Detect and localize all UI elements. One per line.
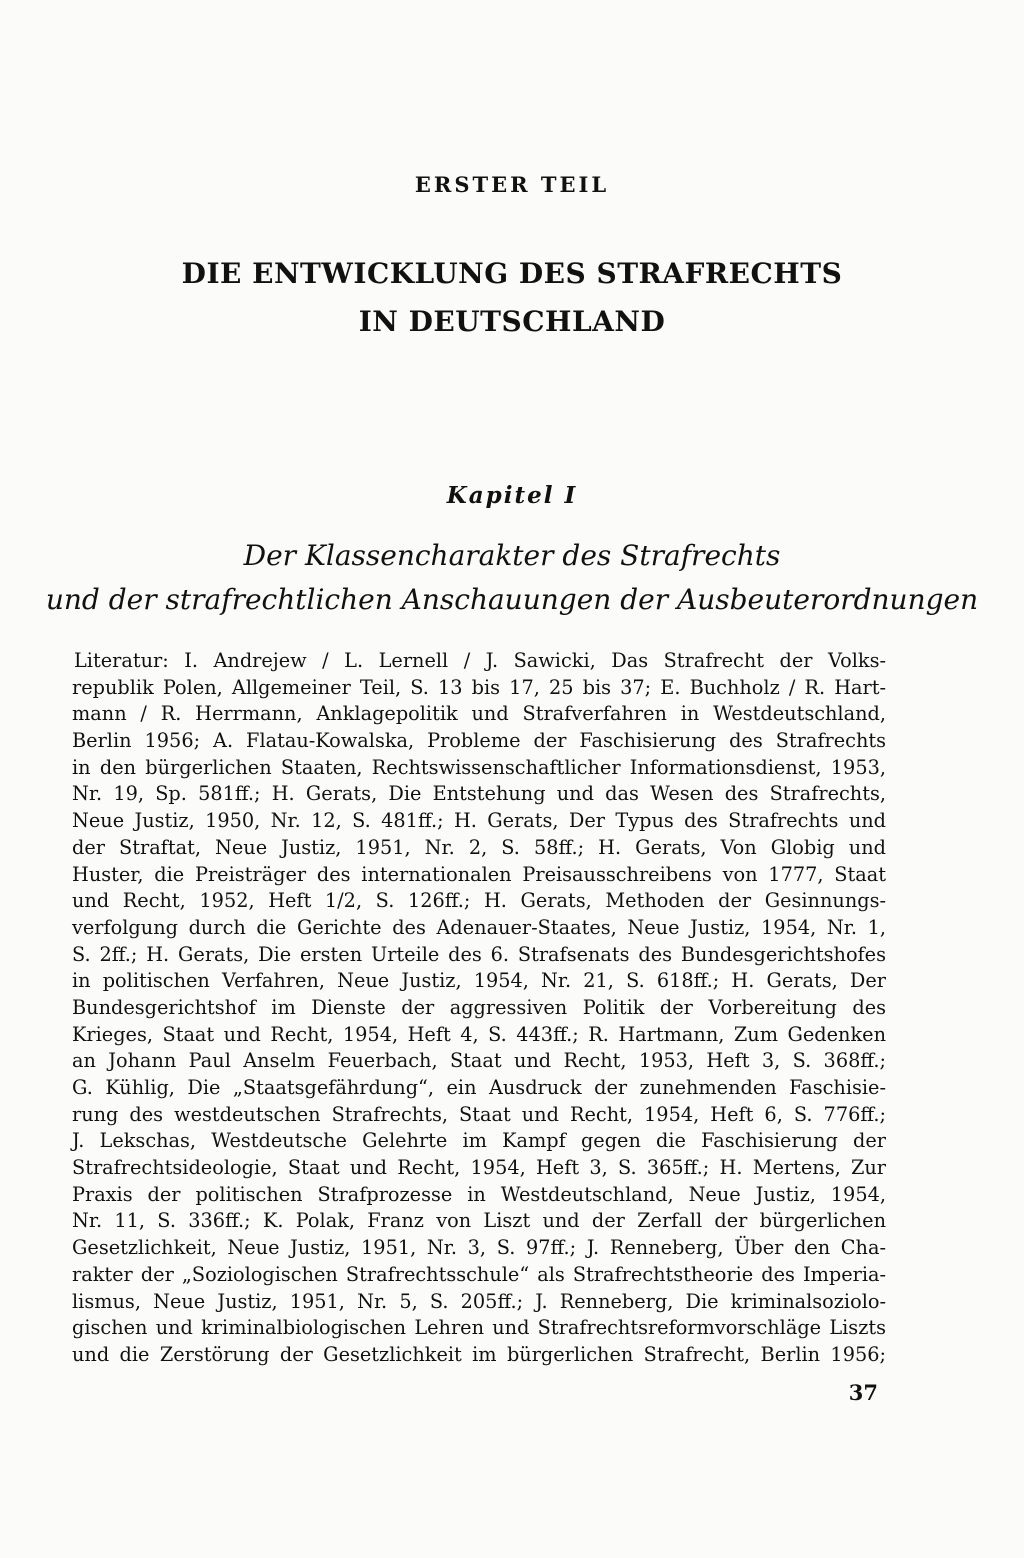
- literature-line: republik Polen, Allgemeiner Teil, S. 13 bis 17, 25 bis 37; E. Buchholz / R. Hart-: [72, 675, 886, 699]
- literature-line: verfolgung durch die Gerichte des Adenauer-Staates, Neue Justiz, 1954, Nr. 1,: [72, 915, 886, 939]
- chapter-title: [0, 534, 1024, 622]
- literature-line: lismus, Neue Justiz, 1951, Nr. 5, S. 205ff.; J. Renneberg, Die kriminalsoziolo-: [72, 1289, 886, 1313]
- page-number: 37: [848, 1380, 878, 1405]
- literature-line: in den bürgerlichen Staaten, Rechtswissenschaftlicher Informationsdienst, 1953,: [72, 755, 886, 779]
- literature-line: Praxis der politischen Strafprozesse in Westdeutschland, Neue Justiz, 1954,: [72, 1182, 886, 1206]
- part-heading: ERSTER TEIL: [414, 172, 610, 197]
- literature-line: an Johann Paul Anselm Feuerbach, Staat und Recht, 1953, Heft 3, S. 368ff.;: [72, 1049, 886, 1073]
- part-title: [0, 250, 1024, 346]
- literature-line: Neue Justiz, 1950, Nr. 12, S. 481ff.; H. Gerats, Der Typus des Strafrechts und: [72, 809, 886, 833]
- literature-line: Gesetzlichkeit, Neue Justiz, 1951, Nr. 3, S. 97ff.; J. Renneberg, Über den Cha-: [72, 1236, 886, 1260]
- literature-line: mann / R. Herrmann, Anklagepolitik und Strafverfahren in Westdeutschland,: [72, 702, 886, 726]
- literature-line: J. Lekschas, Westdeutsche Gelehrte im Kampf gegen die Faschisierung der: [72, 1129, 886, 1153]
- literature-paragraph: [72, 648, 886, 1369]
- literature-line: und die Zerstörung der Gesetzlichkeit im bürgerlichen Strafrecht, Berlin 1956;: [72, 1342, 886, 1366]
- literature-line: gischen und kriminalbiologischen Lehren und Strafrechtsreformvorschläge Liszts: [72, 1316, 886, 1340]
- literature-line: in politischen Verfahren, Neue Justiz, 1954, Nr. 21, S. 618ff.; H. Gerats, Der: [72, 969, 886, 993]
- part-title-line: DIE ENTWICKLUNG DES STRAFRECHTS: [181, 257, 843, 290]
- literature-line: Strafrechtsideologie, Staat und Recht, 1954, Heft 3, S. 365ff.; H. Mertens, Zur: [72, 1156, 886, 1180]
- literature-line: Bundesgerichtshof im Dienste der aggressiven Politik der Vorbereitung des: [72, 995, 886, 1019]
- literature-line: und Recht, 1952, Heft 1/2, S. 126ff.; H. Gerats, Methoden der Gesinnungs-: [72, 889, 886, 913]
- literature-line: Krieges, Staat und Recht, 1954, Heft 4, S. 443ff.; R. Hartmann, Zum Gedenken: [72, 1022, 886, 1046]
- part-title-line: IN DEUTSCHLAND: [358, 305, 666, 338]
- literature-line: Huster, die Preisträger des internationalen Preisausschreibens von 1777, Staat: [72, 862, 886, 886]
- literature-line: Nr. 19, Sp. 581ff.; H. Gerats, Die Entstehung und das Wesen des Strafrechts,: [72, 782, 886, 806]
- literature-line: Nr. 11, S. 336ff.; K. Polak, Franz von Liszt und der Zerfall der bürgerlichen: [72, 1209, 886, 1233]
- literature-line: S. 2ff.; H. Gerats, Die ersten Urteile des 6. Strafsenats des Bundesgerichtshofes: [72, 942, 886, 966]
- literature-line: Literatur: I. Andrejew / L. Lernell / J. Sawicki, Das Strafrecht der Volks-: [74, 649, 886, 672]
- literature-line: rakter der „Soziologischen Strafrechtsschule“ als Strafrechtstheorie des Imperia-: [72, 1262, 886, 1286]
- chapter-label: Kapitel I: [446, 482, 578, 509]
- chapter-title-line: Der Klassencharakter des Strafrechts: [243, 539, 781, 572]
- literature-line: G. Kühlig, Die „Staatsgefährdung“, ein Ausdruck der zunehmenden Faschisie-: [72, 1076, 886, 1099]
- literature-line: Berlin 1956; A. Flatau-Kowalska, Probleme der Faschisierung des Strafrechts: [72, 729, 886, 753]
- literature-line: rung des westdeutschen Strafrechts, Staat und Recht, 1954, Heft 6, S. 776ff.;: [72, 1102, 886, 1126]
- literature-line: der Straftat, Neue Justiz, 1951, Nr. 2, S. 58ff.; H. Gerats, Von Globig und: [72, 835, 886, 859]
- chapter-title-line: und der strafrechtlichen Anschauungen der Ausbeuterordnungen: [45, 583, 979, 616]
